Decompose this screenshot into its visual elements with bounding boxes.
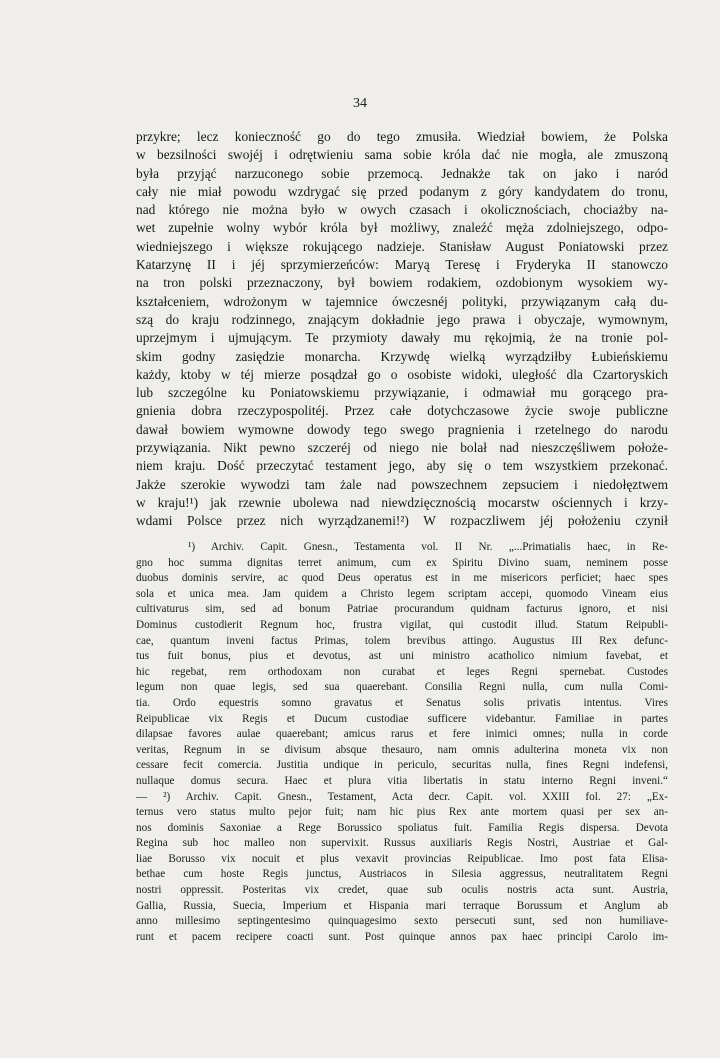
footnote-line: Regina sub hoc malleo non supervixit. Russus auxiliaris Regis Nostri, Austriae et Gal- (136, 837, 668, 850)
footnote-line: cessare fecit comercia. Justitia undique in periculo, securitas nulla, fines Regni indefensi, (136, 759, 668, 772)
main-text (136, 128, 668, 531)
footnote-line: tia. Ordo equestris somno gravatus et Senatus solis privatis intentus. Vires (136, 696, 668, 709)
body-line: niem kraju. Dość przeczytać testament jego, aby się o tem wszystkiem przekonać. (136, 458, 668, 474)
footnote-line: liae Borusso vix nocuit et plus vexavit provincias Reipublicae. Imo post fata Elisa- (136, 852, 668, 865)
body-line: lub szczególne ku Poniatowskiemu przywiązanie, i odmawiał mu gorącego pra- (136, 385, 668, 401)
body-line: szą do kraju rodzinnego, znającym dokładnie jego prawa i obyczaje, wymownym, (136, 311, 668, 327)
footnote-line: sola et unica mea. Jam quidem a Christo legem scriptam accepi, quomodo Vineam eius (136, 587, 668, 600)
footnote-line: duobus dominis servire, ac quod Deus operatus est in me misericors perficiet; haec spes (136, 572, 668, 585)
footnote-line: anno millesimo septingentesimo quinquagesimo sexto persecuti sunt, sed non humiliave- (136, 915, 668, 928)
body-line: była przyjąć narzuconego sobie przemocą. Jednakże tak on jako i naród (136, 165, 668, 181)
footnote-line: cultivaturus sim, sed ad bonum Patriae procurandum quidnam facturus ignoro, et nisi (136, 603, 668, 616)
body-line: na tron polski przeznaczony, był bowiem rodakiem, ozdobionym wysokiem wy- (136, 275, 668, 291)
footnote-line: ternus vero status multo pejor fuit; nam hic pius Rex ante mortem quasi per sex an- (136, 806, 668, 819)
body-line: dawał bowiem wymowne dowody tego swego pragnienia i rzetelnego do narodu (136, 421, 668, 437)
body-line: każdy, ktoby w téj mierze posądzał go o osobiste widoki, uległość dla Czartoryskich (136, 366, 668, 382)
body-line: wiedniejszego i większe rokującego nadzieje. Stanisław August Poniatowski przez (136, 238, 668, 254)
footnote-line: — ²) Archiv. Capit. Gnesn., Testament, Acta decr. Capit. vol. XXIII fol. 27: „Ex- (136, 790, 668, 803)
body-line: w kraju!¹) jak rzewnie ubolewa nad niewdzięcznością mocarstw ościennych i krzy- (136, 494, 668, 510)
footnote-line: gno hoc summa dignitas terret animum, cum ex Spiritu Divino suam, neminem posse (136, 556, 668, 569)
body-line: gnienia dobra rzeczypospolitéj. Przez całe dotychczasowe życie swoje publiczne (136, 403, 668, 419)
footnote-line: nostri oppressit. Posteritas vix credet, quae sub oculis nostris acta sunt. Austria, (136, 884, 668, 897)
body-line: Katarzynę II i jéj sprzymierzeńców: Maryą Teresę i Fryderyka II stanowczo (136, 257, 668, 273)
footnotes (136, 540, 668, 945)
footnote-line: Reipublicae vix Regis et Ducum custodiae sufficere videbantur. Familiae in partes (136, 712, 668, 725)
footnote-line: legum non quae legis, sed sua quaerebant. Consilia Regni nulla, cum nulla Comi- (136, 681, 668, 694)
body-line: w bezsilności swojéj i odrętwieniu sama sobie króla dać nie mogła, ale zmuszoną (136, 147, 668, 163)
footnote-line: nos dominis Saxoniae a Rege Borussico spoliatus fuit. Familia Regis dispersa. Devota (136, 821, 668, 834)
body-line: wdami Polsce przez nich wyrządzanemi!²) W rozpaczliwem jéj położeniu czynił (136, 513, 668, 529)
page-number: 34 (353, 96, 367, 111)
footnote-line: ¹) Archiv. Capit. Gnesn., Testamenta vol. II Nr. „...Primatialis haec, in Re- (188, 541, 668, 553)
footnote-line: Dominus custodierit Regnum hoc, frustra vigilat, qui custodit illud. Statum Reipubli- (136, 618, 668, 631)
footnote-line: Gallia, Russia, Suecia, Imperium et Hispania mari terraque Borussum et Anglum ab (136, 899, 668, 912)
footnote-line: hic regebat, rem orthodoxam non curabat et leges Regni spernebat. Custodes (136, 665, 668, 678)
body-line: skim godny zasiędzie monarcha. Krzywdę wielką wyrządziłby Łubieńskiemu (136, 348, 668, 364)
footnote-line: dilapsae favores aulae quaerebant; amicus rarus et fere inimici omnes; nulla in corde (136, 728, 668, 741)
body-line: wet zupełnie wolny wybór króla był możliwy, znaleźć męża zdolniejszego, odpo- (136, 220, 668, 236)
body-line: przywiązania. Nikt pewno szczeréj od niego nie bolał nad nieszczęśliwem położe- (136, 440, 668, 456)
footnote-line: cae, quantum inveni factus Primas, tolem brevibus attingo. Augustus III Rex defunc- (136, 634, 668, 647)
body-line: kształceniem, wdrożonym w tajemnice ówczesnéj polityki, przywiązanym całą du- (136, 293, 668, 309)
footnote-line: veritas, Regnum in se divisum absque thesauro, nam omnis adulterina moneta vix non (136, 743, 668, 756)
body-line: uprzejmym i ujmującym. Te przymioty dawały mu rękojmią, że na tronie pol- (136, 330, 668, 346)
body-line: Jakże szerokie wywodzi tam żale nad powszechnem zepsuciem i niedołęztwem (136, 476, 668, 492)
body-line: przykre; lecz konieczność go do tego zmusiła. Wiedział bowiem, że Polska (136, 129, 668, 144)
footnote-line: runt et pacem recipere coacti sunt. Post quinque annos pax haec principi Carolo im- (136, 930, 668, 943)
body-line: nad którego nie można było w owych czasach i okolicznościach, chociażby na- (136, 202, 668, 218)
footnote-line: bethae cum hoste Regis junctus, Austriacos in Silesia aggressus, neutralitatem Regni (136, 868, 668, 881)
footnote-line: tus fuit bonus, pius et devotus, ast uni ministro acatholico nimium favebat, et (136, 650, 668, 663)
footnote-line: nullaque domus secura. Haec et plura vitia libertatis in statu interno Regni inveni.“ (136, 774, 668, 787)
body-line: cały nie miał powodu wzdrygać się przed podanym z góry kandydatem do tronu, (136, 183, 668, 199)
